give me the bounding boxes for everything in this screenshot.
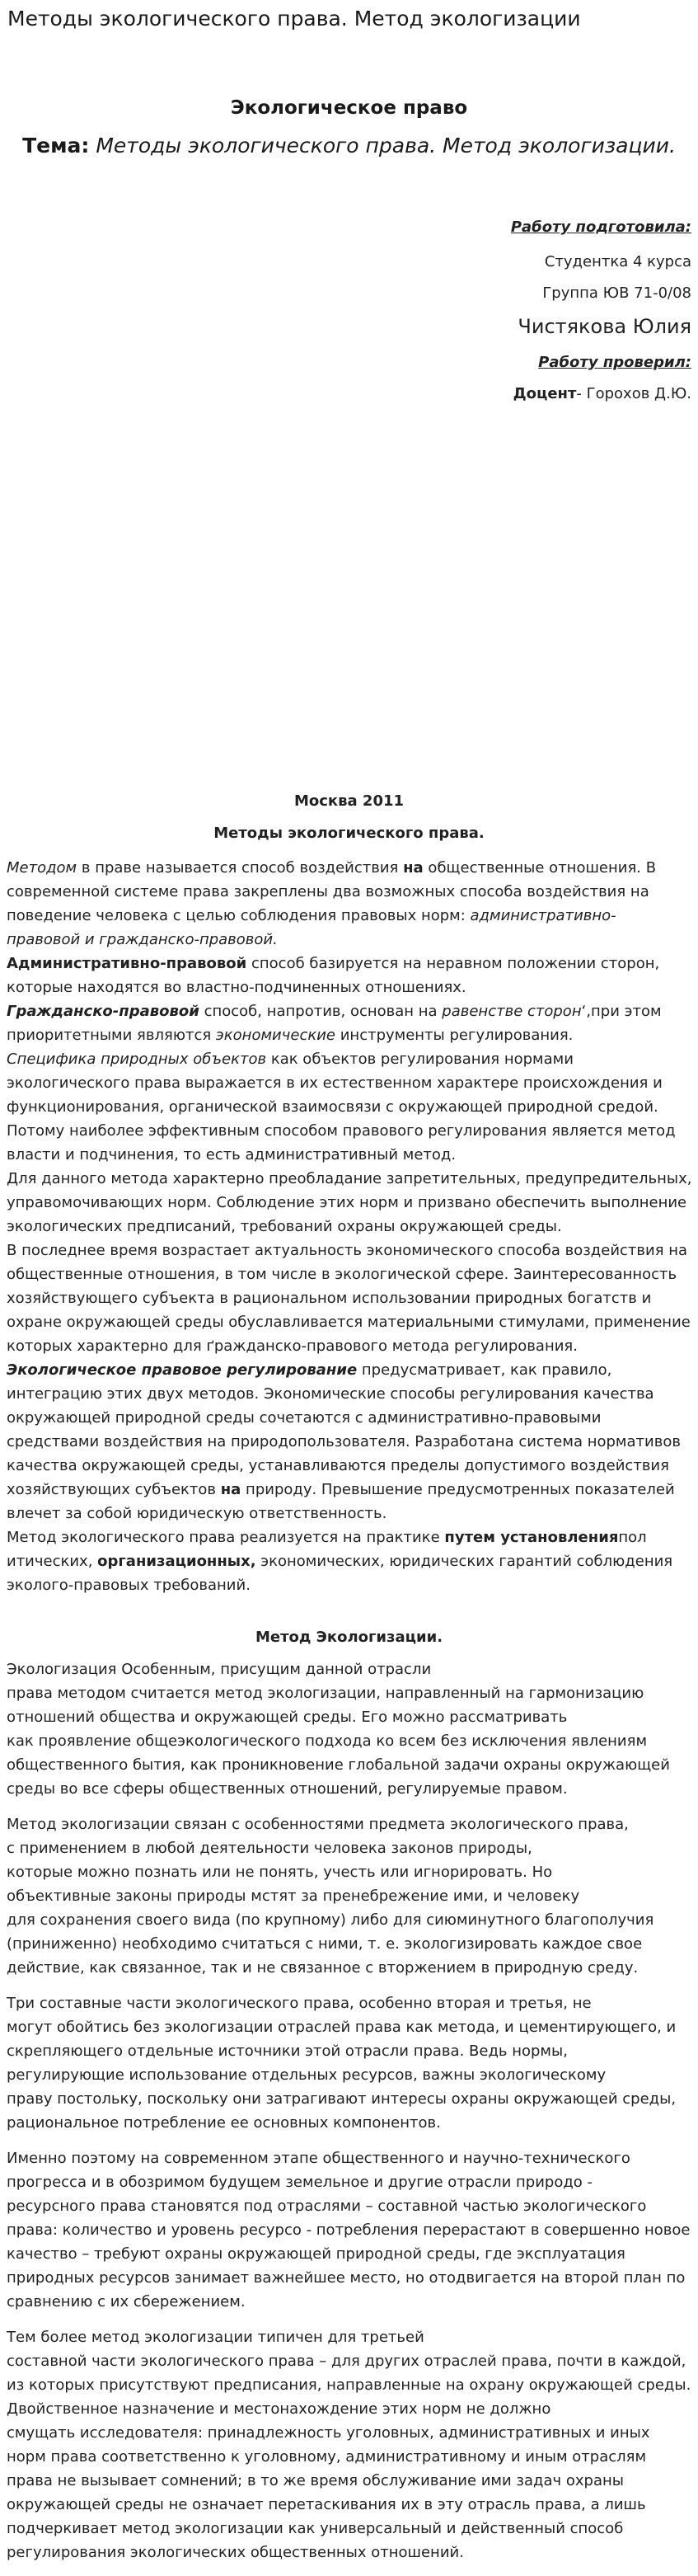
text-line xyxy=(7,928,692,952)
checked-by-label: Работу проверил: xyxy=(538,354,691,371)
text-line: права: количество и уровень ресурсо - потребления перерастают в совершенно новое xyxy=(7,2221,691,2239)
text-segment: окружающей природной среды сочетаются с административно-правовыми xyxy=(7,1409,602,1427)
text-segment: правовой и гражданско-правовой. xyxy=(7,931,278,948)
paragraph xyxy=(7,2325,692,2564)
text-segment: Административно-правовой xyxy=(7,955,247,972)
text-line: могут обойтись без экологизации отраслей права как метода, и цементирующего, и xyxy=(7,2019,677,2036)
text-segment: итических, xyxy=(7,1553,98,1570)
text-line: прогресса и в обозримом будущем земельное и другие отрасли природо - xyxy=(7,2174,593,2191)
author-name: Чистякова Юлия xyxy=(518,315,691,338)
text-segment: приоритетными являются xyxy=(7,1027,216,1044)
text-line xyxy=(7,1143,692,1167)
text-line: среды во все сферы общественных отношений, регулируемые правом. xyxy=(7,1780,568,1798)
text-line xyxy=(7,1023,692,1047)
text-line xyxy=(7,1095,692,1119)
text-segment: охране окружающей среды обуславливается материальными стимулами, применение xyxy=(7,1314,691,1331)
text-segment: способ базируется на неравном положении сторон, xyxy=(246,955,660,972)
text-line: составной части экологического права – для других отраслей права, почти в каждой, xyxy=(7,2353,686,2370)
text-segment: В последнее время возрастает актуальность экономического способа воздействия на xyxy=(7,1242,688,1259)
topic-label: Тема: xyxy=(22,134,90,157)
text-line xyxy=(7,1454,692,1478)
text-segment: экономических, юридических гарантий соблюдения xyxy=(255,1553,673,1570)
topic-text: Методы экологического права. Метод экологизации. xyxy=(96,134,676,157)
text-segment: экологического права выражается в их естественном характере происхождения и xyxy=(7,1074,663,1092)
paragraph xyxy=(7,1657,692,1801)
text-segment: природу. Превышение предусмотренных показателей xyxy=(241,1481,675,1498)
text-line: сравнению с их сбережением. xyxy=(7,2293,246,2310)
text-line: скрепляющего отдельные источники этой отрасли права. Ведь нормы, xyxy=(7,2042,568,2060)
text-line: Тем более метод экологизации типичен для третьей xyxy=(7,2329,424,2346)
text-line xyxy=(7,1262,692,1286)
text-line xyxy=(7,1334,692,1358)
text-line xyxy=(7,1549,692,1573)
text-line xyxy=(7,904,692,928)
text-line xyxy=(7,1286,692,1310)
text-line: окружающей среды не означает перетаскивания их в эту отрасль права, а лишь xyxy=(7,2496,646,2513)
text-line: действие, как связанное, так и не связанное с вторжением в природную среду. xyxy=(7,1959,639,1977)
docent-name: - Горохов Д.Ю. xyxy=(576,385,691,402)
text-line xyxy=(7,1382,692,1406)
text-line: праву постольку, поскольку они затрагивают интересы охраны окружающей среды, xyxy=(7,2090,677,2108)
text-line: Метод экологизации связан с особенностями предмета экологического права, xyxy=(7,1816,629,1833)
paragraph xyxy=(7,2146,692,2314)
text-segment: Потому наиболее эффективным способом правового регулирования является метод xyxy=(7,1122,676,1140)
text-segment: инструменты регулирования. xyxy=(335,1027,574,1044)
text-segment: общественные отношения, в том числе в экологической сфере. Заинтересованность xyxy=(7,1266,677,1283)
text-segment: власти и подчинения, то есть административный метод. xyxy=(7,1146,457,1163)
text-segment: Гражданско-правовой xyxy=(7,1003,199,1020)
text-segment: как объектов регулирования нормами xyxy=(266,1051,574,1068)
text-segment: которых характерно для ґражданско-правового метода регулирования. xyxy=(7,1337,578,1355)
paragraph xyxy=(7,1812,692,1980)
text-segment: которые находятся во властно-подчиненных отношениях. xyxy=(7,979,466,996)
text-line: с применением в любой деятельности человека законов природы, xyxy=(7,1840,532,1857)
text-segment: равенстве сторон xyxy=(442,1003,582,1020)
text-segment: интеграцию этих двух методов. Экономические способы регулирования качества xyxy=(7,1385,654,1403)
text-line xyxy=(7,1358,692,1382)
text-line xyxy=(7,1119,692,1143)
reviewer-line xyxy=(513,385,691,402)
text-segment: Метод экологического права реализуется на практике xyxy=(7,1529,445,1546)
page-header-title: Методы экологического права. Метод экологизации xyxy=(7,7,581,31)
text-line: качество – требуют охраны окружающей природной среды, где эксплуатация xyxy=(7,2245,625,2263)
text-line: норм права соответственно к уголовному, административному и иным отраслям xyxy=(7,2448,647,2466)
text-segment: организационных, xyxy=(97,1553,256,1570)
section-methods-body xyxy=(7,856,692,1597)
text-line xyxy=(7,975,692,999)
text-segment: Методом xyxy=(7,859,77,877)
text-line xyxy=(7,1502,692,1525)
text-line: подчеркивает метод экологизации как универсальный и действенный способ xyxy=(7,2520,624,2537)
text-line: объективные законы природы мстят за пренебрежение ими, и человеку xyxy=(7,1887,580,1905)
text-line xyxy=(7,999,692,1023)
text-segment: на xyxy=(220,1481,241,1498)
text-line: отношений общества и окружающей среды. Его можно рассматривать xyxy=(7,1709,568,1726)
text-line xyxy=(7,1310,692,1334)
text-segment: Специфика природных объектов xyxy=(7,1051,267,1068)
section-ecologization-title: Метод Экологизации. xyxy=(255,1629,443,1646)
text-line xyxy=(7,1215,692,1239)
text-segment: современной системе права закреплены два возможных способа воздействия на xyxy=(7,883,649,900)
text-segment: средствами воздействия на природопользователя. Разработана система нормативов xyxy=(7,1433,681,1450)
text-line: регулирующие использование отдельных ресурсов, важны экологическому xyxy=(7,2066,607,2084)
student-group: Группа ЮВ 71-0/08 xyxy=(542,284,691,302)
text-segment: на xyxy=(403,859,424,877)
text-line xyxy=(7,1167,692,1191)
text-segment: путем установления xyxy=(444,1529,619,1546)
text-line: Три составные части экологического права, особенно вторая и третья, не xyxy=(7,1995,592,2012)
text-segment: управомочивающих норм. Соблюдение этих норм и призвано обеспечить выполнение xyxy=(7,1194,687,1211)
text-segment: Экологическое правовое регулирование xyxy=(7,1361,358,1379)
text-line xyxy=(7,1071,692,1095)
text-segment: экологических предписаний, требований охраны окружающей среды. xyxy=(7,1218,562,1235)
text-segment: в праве называется способ воздействия xyxy=(77,859,404,877)
text-segment: Для данного метода характерно преобладание запретительных, предупредительных, xyxy=(7,1170,692,1187)
text-line: регулирования экологических общественных отношений. xyxy=(7,2544,464,2561)
city-year: Москва 2011 xyxy=(293,792,405,810)
docent-label: Доцент xyxy=(513,385,577,402)
text-segment: поведение человека с целью соблюдения правовых норм: xyxy=(7,907,471,924)
text-segment: административно- xyxy=(470,907,616,924)
text-line: ресурсного права становятся под отраслями – составной частью экологического xyxy=(7,2198,647,2215)
text-segment: влечет за собой юридическую ответственность. xyxy=(7,1505,387,1522)
text-segment: способ, напротив, основан на xyxy=(199,1003,443,1020)
text-segment: предусматривает, как правило, xyxy=(357,1361,612,1379)
text-line: как проявление общеэкологического подхода ко всем без исключения явлениям xyxy=(7,1732,648,1750)
text-line: которые можно познать или не понять, учесть или игнорировать. Но xyxy=(7,1864,553,1881)
text-line xyxy=(7,1478,692,1502)
text-segment: экономические xyxy=(215,1027,335,1044)
text-line: Двойственное назначение и местонахождение этих норм не должно xyxy=(7,2400,551,2418)
text-segment: пол xyxy=(618,1529,647,1546)
text-segment: хозяйствующих субъектов xyxy=(7,1481,221,1498)
text-line xyxy=(7,1239,692,1262)
text-line: права не вызывает сомнений; в то же время обслуживание ими задач охраны xyxy=(7,2472,624,2489)
text-line xyxy=(7,952,692,975)
text-segment: качества окружающей среды, устанавливаются пределы допустимого воздействия xyxy=(7,1457,669,1474)
topic-line xyxy=(0,134,698,157)
text-line: для сохранения своего вида (по крупному) либо для сиюминутного благополучия xyxy=(7,1911,654,1929)
section-methods-title: Методы экологического права. xyxy=(213,825,485,842)
text-line: Экологизация Особенным, присущим данной отрасли xyxy=(7,1661,432,1678)
text-line xyxy=(7,1047,692,1071)
student-course: Студентка 4 курса xyxy=(544,253,691,270)
text-line xyxy=(7,1525,692,1549)
paragraph xyxy=(7,1991,692,2135)
text-line: (приниженно) необходимо считаться с ними, т. е. экологизировать каждое свое xyxy=(7,1935,643,1953)
text-line xyxy=(7,1430,692,1454)
text-line: природных ресурсов занимает важнейшее место, но отодвигается на второй план по xyxy=(7,2269,686,2287)
prepared-by-label: Работу подготовила: xyxy=(510,219,691,236)
text-line: рациональное потребление ее основных компонентов. xyxy=(7,2114,441,2132)
text-line: права методом считается метод экологизации, направленный на гармонизацию xyxy=(7,1685,644,1702)
text-line xyxy=(7,1406,692,1430)
text-segment: общественные отношения. В xyxy=(423,859,657,877)
text-segment: функционирования, органической взаимосвязи с окружающей природной средой. xyxy=(7,1098,658,1116)
text-segment: хозяйствующего субъекта в рациональном использовании природных богатств и xyxy=(7,1290,652,1307)
text-line xyxy=(7,880,692,904)
text-line xyxy=(7,1573,692,1597)
text-line xyxy=(7,1191,692,1215)
section-ecologization-body xyxy=(7,1657,692,2576)
text-line: Именно поэтому на современном этапе общественного и научно-технического xyxy=(7,2150,630,2167)
text-line: общественного бытия, как проникновение глобальной задачи охраны окружающей xyxy=(7,1756,670,1774)
text-line: из которых присутствуют предписания, направленные на охрану окружающей среды. xyxy=(7,2376,691,2394)
text-line: смущать исследователя: принадлежность уголовных, административных и иных xyxy=(7,2424,650,2442)
document-main-title: Экологическое право xyxy=(230,97,468,119)
text-line xyxy=(7,856,692,880)
text-segment: эколого-правовых требований. xyxy=(7,1577,251,1594)
text-segment: ‘,при этом xyxy=(581,1003,662,1020)
